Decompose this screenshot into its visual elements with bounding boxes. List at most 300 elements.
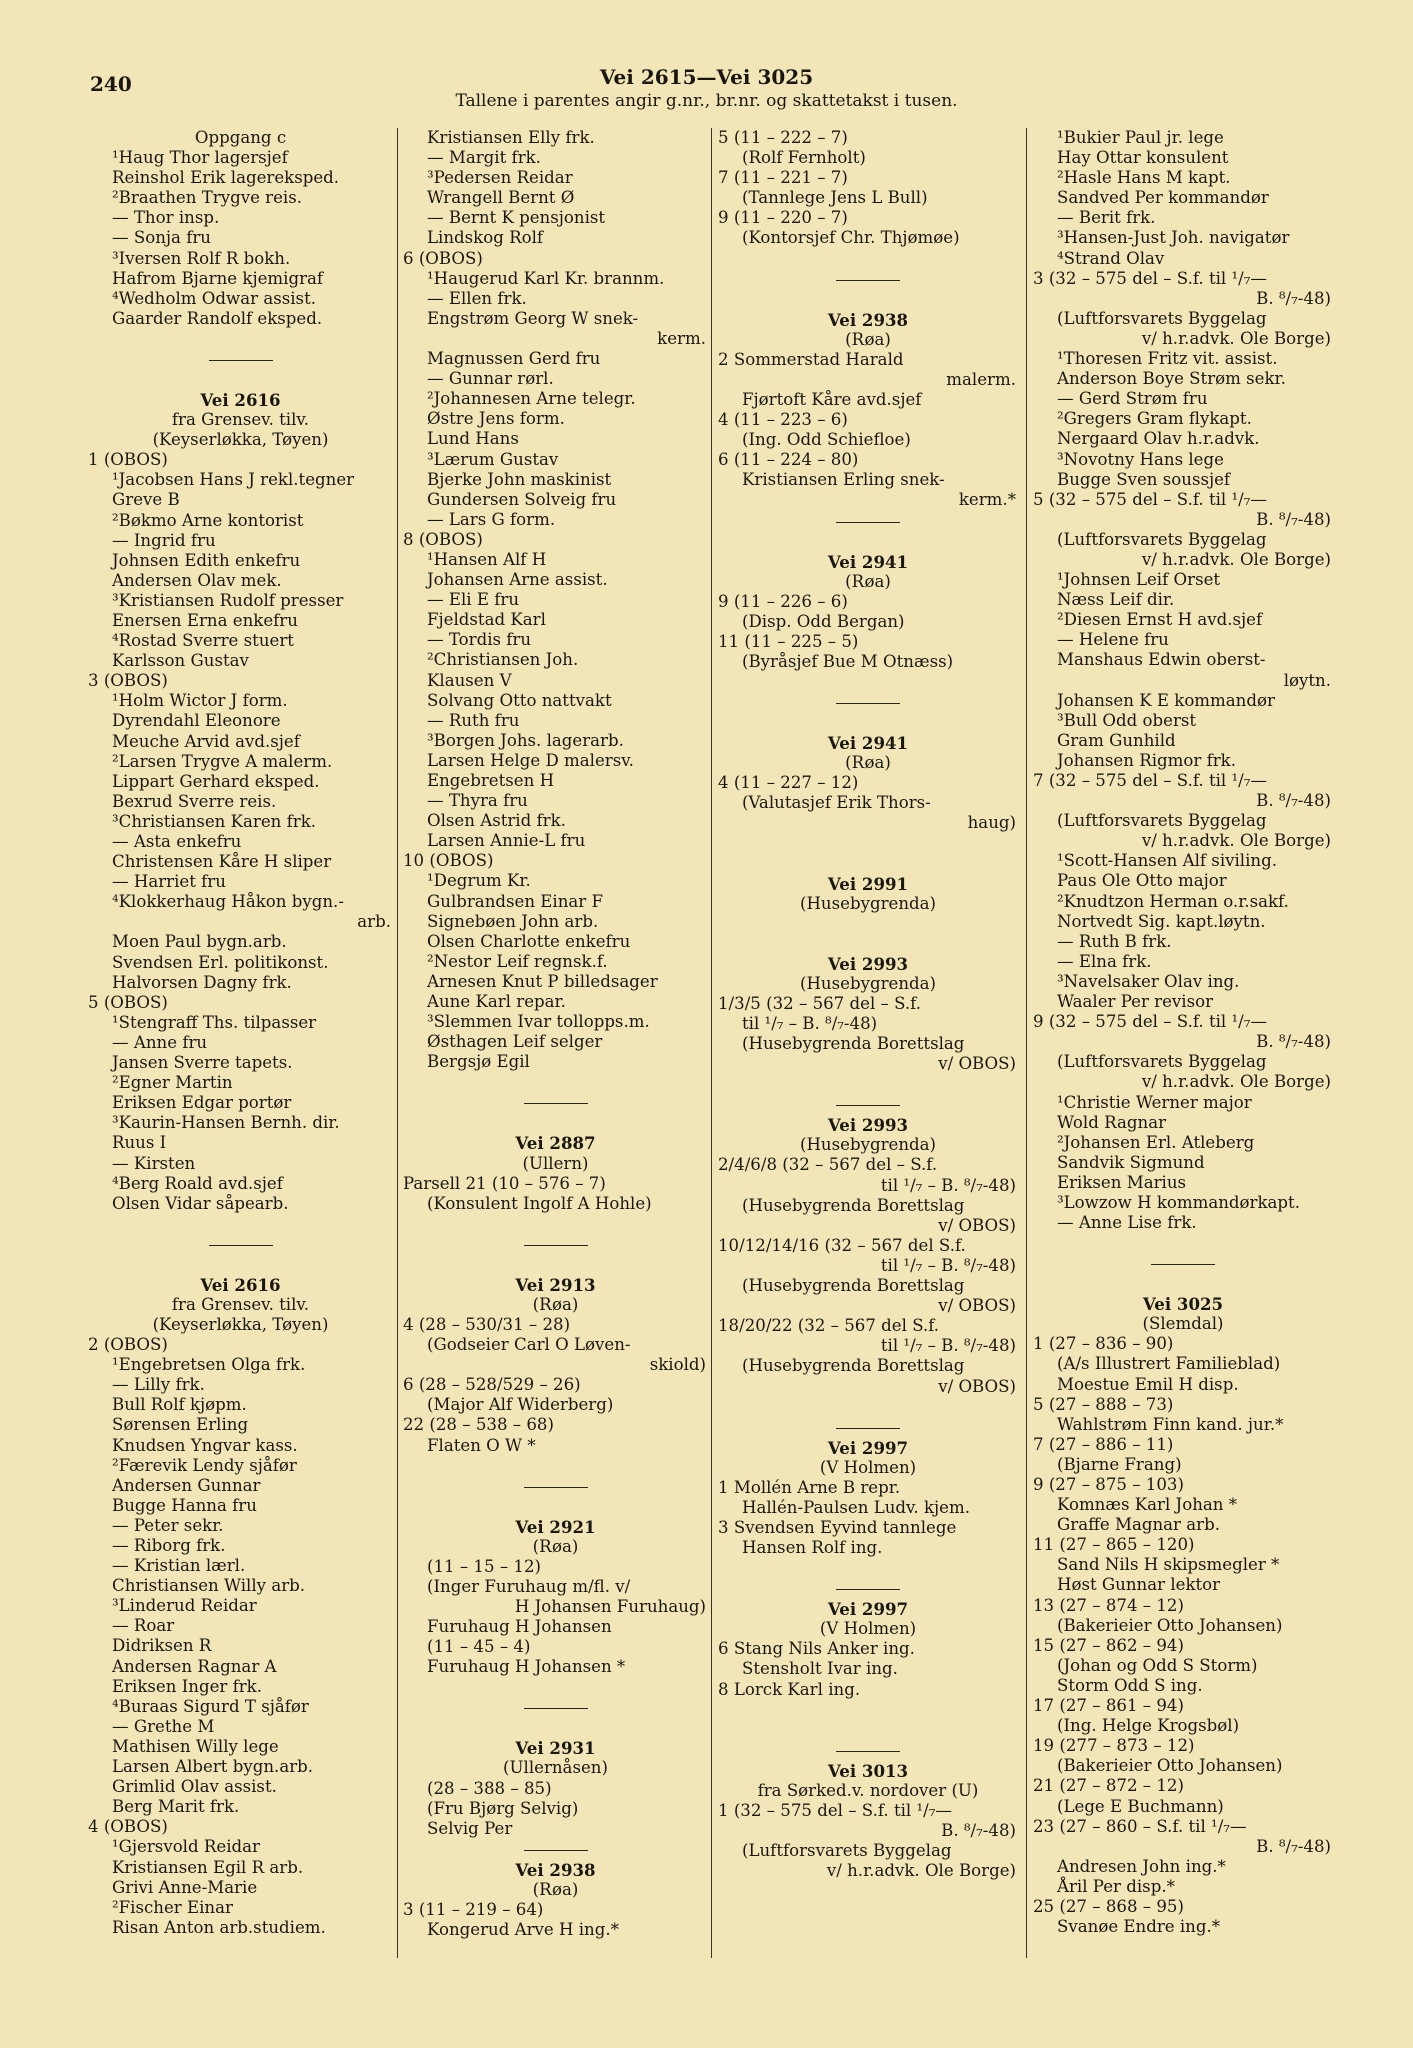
directory-line: Næss Leif dir.: [1057, 590, 1175, 610]
directory-line: ⁴Wedholm Odwar assist.: [112, 288, 317, 308]
directory-line: — Ruth fru: [427, 710, 520, 730]
directory-line: 3 (OBOS): [88, 671, 168, 691]
directory-line: (Husebygrenda Borettslag: [742, 1034, 965, 1054]
directory-line: 7 (11 – 221 – 7): [718, 168, 848, 188]
street-heading: Vei 2997: [827, 1437, 909, 1458]
directory-line: Nortvedt Sig. kapt.løytn.: [1057, 911, 1266, 931]
directory-line: v/ h.r.advk. Ole Borge): [1141, 549, 1331, 569]
directory-line: Bull Rolf kjøpm.: [112, 1395, 247, 1415]
directory-line: (A/s Illustrert Familieblad): [1057, 1354, 1281, 1374]
directory-line: haug): [967, 813, 1016, 833]
directory-line: ¹Thoresen Fritz vit. assist.: [1057, 349, 1278, 369]
directory-line: — Bernt K pensjonist: [427, 208, 606, 228]
directory-line: Bexrud Sverre reis.: [112, 791, 277, 811]
directory-line: 13 (27 – 874 – 12): [1033, 1595, 1184, 1615]
directory-line: ²Nestor Leif regnsk.f.: [427, 951, 608, 971]
directory-line: Wrangell Bernt Ø: [427, 188, 575, 208]
directory-line: Selvig Per: [427, 1818, 513, 1838]
directory-line: Ruus I: [112, 1133, 167, 1153]
directory-line: Flaten O W *: [427, 1435, 536, 1455]
street-heading: Vei 2993: [827, 1115, 909, 1136]
directory-line: til ¹/₇ – B. ⁸/₇-48): [880, 1175, 1016, 1195]
directory-line: (Husebygrenda Borettslag: [742, 1195, 965, 1215]
directory-line: — Peter sekr.: [112, 1515, 224, 1535]
directory-line: — Harriet fru: [112, 872, 226, 892]
directory-line: 9 (11 – 226 – 6): [718, 591, 848, 611]
directory-line: Lindskog Rolf: [427, 228, 544, 248]
spacer: [718, 1558, 1018, 1578]
directory-line: (Røa): [532, 1879, 579, 1899]
directory-line: Solvang Otto nattvakt: [427, 690, 612, 710]
directory-line: fra Grensev. tilv.: [171, 410, 310, 430]
directory-line: 18/20/22 (32 – 567 del S.f.: [718, 1316, 940, 1336]
directory-line: Larsen Helge D malersv.: [427, 750, 634, 770]
directory-line: — Margit frk.: [427, 148, 541, 168]
street-heading: Vei 2941: [827, 733, 909, 754]
directory-line: (Byråsjef Bue M Otnæss): [742, 651, 954, 671]
directory-line: Fjeldstad Karl: [427, 610, 546, 630]
directory-line: v/ OBOS): [938, 1215, 1016, 1235]
directory-line: Signebøen John arb.: [427, 911, 599, 931]
directory-line: (Keyserløkka, Tøyen): [152, 430, 329, 450]
directory-line: v/ OBOS): [938, 1376, 1016, 1396]
directory-line: Magnussen Gerd fru: [427, 349, 601, 369]
directory-line: Parsell 21 (10 – 576 – 7): [403, 1173, 606, 1193]
directory-line: kerm.*: [958, 490, 1016, 510]
page-title: Vei 2615—Vei 3025: [599, 65, 814, 89]
directory-line: (Husebygrenda Borettslag: [742, 1276, 965, 1296]
directory-line: Svanøe Endre ing.*: [1057, 1917, 1221, 1937]
spacer: [718, 854, 1018, 874]
directory-line: Nergaard Olav h.r.advk.: [1057, 429, 1260, 449]
directory-line: Christiansen Willy arb.: [112, 1576, 306, 1596]
spacer: [718, 1700, 1018, 1720]
directory-line: (Luftforsvarets Byggelag: [1057, 1052, 1267, 1072]
directory-line: til ¹/₇ – B. ⁸/₇-48): [742, 1014, 878, 1033]
directory-line: B. ⁸/₇-48): [1256, 791, 1331, 811]
directory-line: Lund Hans: [427, 429, 519, 449]
directory-line: Jansen Sverre tapets.: [112, 1053, 293, 1073]
directory-line: — Thyra fru: [427, 791, 528, 811]
directory-line: Gundersen Solveig fru: [427, 489, 617, 509]
directory-line: 5 (11 – 222 – 7): [718, 128, 848, 147]
spacer: [718, 713, 1018, 733]
directory-line: Svendsen Erl. politikonst.: [112, 952, 329, 972]
directory-line: ¹Johnsen Leif Orset: [1057, 570, 1221, 590]
directory-line: 22 (28 – 538 – 68): [403, 1415, 554, 1435]
directory-line: (Husebygrenda): [799, 1135, 936, 1155]
directory-line: Åril Per disp.*: [1057, 1876, 1175, 1896]
directory-line: ³Navelsaker Olav ing.: [1057, 971, 1240, 991]
directory-line: ¹Bukier Paul jr. lege: [1057, 128, 1224, 147]
directory-line: Sørensen Erling: [112, 1415, 249, 1435]
directory-line: til ¹/₇ – B. ⁸/₇-48): [880, 1255, 1016, 1275]
directory-line: (Tannlege Jens L Bull): [742, 188, 928, 208]
directory-line: B. ⁸/₇-48): [1256, 509, 1331, 529]
directory-line: B. ⁸/₇-48): [1256, 288, 1331, 308]
directory-line: — Elna frk.: [1057, 951, 1152, 971]
spacer: [718, 914, 1018, 934]
column-divider: [711, 128, 712, 1958]
directory-line: (Kontorsjef Chr. Thjømøe): [742, 228, 960, 248]
directory-line: til ¹/₇ – B. ⁸/₇-48): [880, 1336, 1016, 1356]
directory-line: 4 (OBOS): [88, 1817, 168, 1837]
directory-line: 7 (32 – 575 del – S.f. til ¹/₇—: [1033, 771, 1268, 790]
directory-line: ²Knudtzon Herman o.r.sakf.: [1057, 891, 1289, 911]
section-divider: [403, 1234, 708, 1255]
spacer: [403, 1113, 708, 1133]
directory-line: — Gunnar rørl.: [427, 369, 554, 389]
spacer: [718, 834, 1018, 854]
directory-line: ⁴Strand Olav: [1057, 248, 1165, 268]
directory-line: (Luftforsvarets Byggelag: [1057, 308, 1267, 328]
directory-line: 5 (OBOS): [88, 992, 168, 1012]
spacer: [718, 290, 1018, 310]
directory-line: ³Novotny Hans lege: [1057, 449, 1224, 469]
directory-line: 11 (11 – 225 – 5): [718, 631, 859, 651]
section-divider: [718, 269, 1018, 290]
directory-line: Furuhaug H Johansen: [427, 1617, 612, 1637]
directory-line: ²Larsen Trygve A malerm.: [112, 751, 333, 771]
directory-line: Sandvik Sigmund: [1057, 1152, 1205, 1172]
directory-line: v/ h.r.advk. Ole Borge): [1141, 831, 1331, 851]
directory-line: 1 (OBOS): [88, 450, 168, 470]
directory-line: Engstrøm Georg W snek-: [427, 308, 639, 328]
directory-line: ³Hansen-Just Joh. navigatør: [1057, 228, 1290, 248]
street-heading: Vei 2991: [827, 873, 909, 894]
directory-line: fra Sørked.v. nordover (U): [757, 1780, 979, 1800]
directory-line: Stensholt Ivar ing.: [742, 1659, 898, 1679]
directory-line: — Anne fru: [112, 1032, 208, 1052]
directory-line: (Husebygrenda Borettslag: [742, 1356, 965, 1376]
directory-line: Larsen Annie-L fru: [427, 831, 586, 851]
directory-line: ¹Gjersvold Reidar: [112, 1837, 260, 1857]
directory-line: Andersen Olav mek.: [112, 570, 282, 590]
directory-line: (Røa): [845, 571, 891, 591]
directory-line: Wold Ragnar: [1057, 1112, 1167, 1132]
column-divider: [397, 128, 398, 1958]
directory-line: — Berit frk.: [1057, 208, 1156, 228]
directory-line: Arnesen Knut P billedsager: [427, 971, 658, 991]
street-heading: Vei 3025: [1142, 1294, 1224, 1315]
spacer: [718, 532, 1018, 552]
street-heading: Vei 2616: [200, 389, 281, 410]
section-divider: [403, 1839, 708, 1860]
directory-line: Hallén-Paulsen Ludv. kjem.: [742, 1497, 971, 1517]
directory-line: B. ⁸/₇-48): [1256, 1836, 1331, 1856]
column-1: [88, 128, 393, 1938]
directory-line: Kristiansen Elly frk.: [427, 128, 595, 147]
directory-line: (V Holmen): [819, 1457, 917, 1477]
directory-line: løytn.: [1283, 670, 1331, 690]
directory-line: ¹Hansen Alf H: [427, 549, 547, 569]
directory-line: Lippart Gerhard eksped.: [112, 771, 320, 791]
directory-line: Olsen Charlotte enkefru: [427, 931, 631, 951]
directory-line: 7 (27 – 886 – 11): [1033, 1434, 1174, 1454]
directory-line: 5 (32 – 575 del – S.f. til ¹/₇—: [1033, 489, 1268, 509]
directory-line: 1/3/5 (32 – 567 del – S.f.: [718, 993, 921, 1013]
directory-line: (Major Alf Widerberg): [427, 1395, 614, 1415]
directory-line: (Røa): [532, 1294, 579, 1314]
directory-line: Olsen Vidar såpearb.: [112, 1193, 289, 1213]
directory-line: ⁴Klokkerhaug Håkon bygn.-: [112, 892, 344, 912]
directory-line: (Konsulent Ingolf A Hohle): [427, 1193, 652, 1213]
directory-line: Grivi Anne-Marie: [112, 1877, 258, 1897]
directory-line: 15 (27 – 862 – 94): [1033, 1635, 1184, 1655]
directory-line: Aune Karl repar.: [427, 992, 566, 1012]
directory-line: Andresen John ing.*: [1057, 1856, 1226, 1876]
directory-line: — Helene fru: [1057, 630, 1169, 650]
directory-line: Bugge Sven soussjef: [1057, 469, 1231, 489]
directory-line: (Luftforsvarets Byggelag: [1057, 811, 1267, 831]
street-heading: Vei 2997: [827, 1599, 909, 1620]
directory-line: Kristiansen Erling snek-: [742, 470, 945, 490]
directory-line: 6 (11 – 224 – 80): [718, 450, 859, 470]
directory-line: (Slemdal): [1142, 1314, 1224, 1334]
directory-line: ¹Stengraff Ths. tilpasser: [112, 1012, 317, 1032]
directory-line: Reinshol Erik lagereksped.: [112, 168, 340, 188]
directory-line: arb.: [357, 912, 391, 932]
directory-line: Bugge Hanna fru: [112, 1495, 257, 1515]
page-number: 240: [90, 72, 132, 96]
directory-line: v/ OBOS): [938, 1296, 1016, 1316]
column-2: [403, 128, 708, 1940]
directory-line: (Bakerieier Otto Johansen): [1057, 1615, 1283, 1635]
directory-line: Hay Ottar konsulent: [1057, 148, 1229, 168]
directory-line: ⁴Buraas Sigurd T sjåfør: [112, 1696, 309, 1716]
directory-line: Johnsen Edith enkefru: [112, 550, 301, 570]
directory-line: ³Linderud Reidar: [112, 1596, 257, 1616]
directory-line: v/ h.r.advk. Ole Borge): [826, 1861, 1016, 1881]
directory-line: kerm.: [657, 328, 706, 348]
directory-line: ³Slemmen Ivar tollopps.m.: [427, 1012, 650, 1032]
directory-line: Halvorsen Dagny frk.: [112, 972, 292, 992]
directory-line: ¹Haug Thor lagersjef: [112, 148, 288, 168]
spacer: [403, 1072, 708, 1092]
spacer: [718, 1397, 1018, 1417]
directory-line: ²Egner Martin: [112, 1073, 233, 1093]
spacer: [718, 672, 1018, 692]
directory-line: Waaler Per revisor: [1057, 992, 1214, 1012]
directory-line: 3 (11 – 219 – 64): [403, 1900, 544, 1920]
directory-line: — Thor insp.: [112, 208, 220, 228]
directory-line: 11 (27 – 865 – 120): [1033, 1535, 1195, 1555]
directory-line: Enersen Erna enkefru: [112, 610, 298, 630]
directory-line: 10/12/14/16 (32 – 567 del S.f.: [718, 1235, 966, 1255]
section-divider: [718, 1417, 1018, 1438]
directory-line: ³Iversen Rolf R bokh.: [112, 248, 291, 268]
directory-line: 6 (OBOS): [403, 248, 483, 268]
directory-line: v/ h.r.advk. Ole Borge): [1141, 1072, 1331, 1092]
spacer: [88, 370, 393, 390]
directory-line: skiold): [649, 1355, 706, 1375]
directory-line: 10 (OBOS): [403, 851, 494, 871]
directory-line: Didriksen R: [112, 1636, 212, 1656]
directory-line: B. ⁸/₇-48): [1256, 1032, 1331, 1052]
directory-line: Anderson Boye Strøm sekr.: [1057, 369, 1286, 389]
street-heading: Vei 3013: [827, 1760, 909, 1781]
directory-line: 2 Sommerstad Harald: [718, 349, 904, 369]
spacer: [718, 934, 1018, 954]
directory-line: Hansen Rolf ing.: [742, 1538, 883, 1558]
directory-line: 2 (OBOS): [88, 1335, 168, 1355]
spacer: [88, 1255, 393, 1275]
directory-line: Eriksen Inger frk.: [112, 1676, 263, 1696]
section-divider: [403, 1092, 708, 1113]
directory-line: Fjørtoft Kåre avd.sjef: [742, 389, 922, 409]
page-subtitle: Tallene i parentes angir g.nr., br.nr. og skattetakst i tusen.: [455, 91, 958, 111]
directory-line: Gram Gunhild: [1057, 730, 1176, 750]
directory-line: ³Kaurin-Hansen Bernh. dir.: [112, 1113, 340, 1133]
directory-line: Bergsjø Egil: [427, 1052, 530, 1072]
directory-line: 8 (OBOS): [403, 529, 483, 549]
directory-line: — Roar: [112, 1616, 175, 1636]
directory-line: (Keyserløkka, Tøyen): [152, 1314, 329, 1334]
spacer: [1033, 1233, 1333, 1253]
directory-line: (Ullernåsen): [503, 1758, 608, 1778]
directory-line: 9 (32 – 575 del – S.f. til ¹/₇—: [1033, 1012, 1268, 1032]
directory-line: (Røa): [845, 329, 891, 349]
directory-line: 2/4/6/8 (32 – 567 del – S.f.: [718, 1155, 938, 1175]
section-divider: [403, 1697, 708, 1718]
directory-line: Moen Paul bygn.arb.: [112, 932, 287, 952]
directory-line: ²Færevik Lendy sjåfør: [112, 1455, 297, 1475]
street-heading: Vei 2913: [515, 1274, 596, 1295]
directory-line: 25 (27 – 868 – 95): [1033, 1896, 1184, 1916]
directory-line: (Bjarne Frang): [1057, 1454, 1182, 1474]
directory-line: 1 Mollén Arne B repr.: [718, 1477, 901, 1497]
spacer: [718, 249, 1018, 269]
directory-line: 5 (27 – 888 – 73): [1033, 1394, 1174, 1414]
spacer: [88, 1214, 393, 1234]
directory-line: — Grethe M: [112, 1716, 215, 1736]
spacer: [403, 1214, 708, 1234]
directory-line: ³Lærum Gustav: [427, 449, 559, 469]
directory-line: ³Borgen Johs. lagerarb.: [427, 730, 624, 750]
spacer: [403, 1677, 708, 1697]
directory-line: Furuhaug H Johansen *: [427, 1657, 626, 1677]
directory-line: 23 (27 – 860 – S.f. til ¹/₇—: [1033, 1816, 1247, 1836]
directory-line: Gaarder Randolf eksped.: [112, 308, 323, 328]
directory-line: 1 (27 – 836 – 90): [1033, 1334, 1174, 1354]
directory-line: (Disp. Odd Bergan): [742, 611, 905, 631]
directory-line: 17 (27 – 861 – 94): [1033, 1696, 1184, 1716]
directory-line: ¹Holm Wictor J form.: [112, 691, 288, 711]
directory-line: Johansen K E kommandør: [1057, 690, 1275, 710]
directory-line: (Ing. Helge Krogsbøl): [1057, 1716, 1240, 1736]
directory-line: — Ingrid fru: [112, 530, 216, 550]
directory-line: B. ⁸/₇-48): [941, 1820, 1016, 1840]
directory-line: ¹Scott-Hansen Alf siviling.: [1057, 851, 1278, 871]
spacer: [88, 329, 393, 349]
directory-line: — Ellen frk.: [427, 288, 527, 308]
street-heading: Vei 2921: [515, 1516, 596, 1537]
directory-line: Grimlid Olav assist.: [112, 1777, 277, 1797]
section-divider: [88, 349, 393, 370]
directory-line: 8 Lorck Karl ing.: [718, 1679, 861, 1699]
directory-line: fra Grensev. tilv.: [171, 1294, 310, 1314]
directory-line: ³Lowzow H kommandørkapt.: [1057, 1192, 1300, 1212]
directory-line: ¹Engebretsen Olga frk.: [112, 1355, 306, 1375]
directory-line: (V Holmen): [819, 1619, 917, 1639]
directory-line: Eriksen Edgar portør: [112, 1093, 292, 1113]
directory-line: 9 (27 – 875 – 103): [1033, 1475, 1184, 1494]
directory-line: Paus Ole Otto major: [1057, 871, 1227, 891]
street-heading: Vei 2887: [515, 1133, 596, 1154]
directory-line: (Godseier Carl O Løven-: [427, 1335, 631, 1355]
section-divider: [718, 1740, 1018, 1761]
directory-line: ³Christiansen Karen frk.: [112, 811, 317, 831]
directory-line: (Bakerieier Otto Johansen): [1057, 1756, 1283, 1776]
column-4: [1033, 128, 1333, 1937]
directory-line: v/ h.r.advk. Ole Borge): [1141, 328, 1331, 348]
directory-line: (11 – 15 – 12): [427, 1556, 541, 1576]
directory-line: Kristiansen Egil R arb.: [112, 1857, 304, 1877]
street-heading: Vei 2938: [515, 1859, 596, 1880]
directory-line: 4 (11 – 227 – 12): [718, 773, 859, 793]
directory-line: — Asta enkefru: [112, 832, 242, 851]
directory-line: v/ OBOS): [938, 1054, 1016, 1074]
column-3: [718, 128, 1018, 1881]
section-divider: [718, 1094, 1018, 1115]
directory-line: Christensen Kåre H sliper: [112, 852, 332, 872]
directory-line: (Lege E Buchmann): [1057, 1796, 1224, 1816]
directory-line: Storm Odd S ing.: [1057, 1675, 1203, 1695]
directory-line: ³Kristiansen Rudolf presser: [112, 590, 344, 610]
section-divider: [403, 1476, 708, 1497]
spacer: [718, 1074, 1018, 1094]
directory-line: Johansen Rigmor frk.: [1057, 750, 1236, 770]
directory-line: Klausen V: [427, 670, 512, 690]
directory-line: (Ullern): [522, 1153, 589, 1173]
directory-line: 3 (32 – 575 del – S.f. til ¹/₇—: [1033, 268, 1268, 288]
directory-line: (Johan og Odd S Storm): [1057, 1655, 1258, 1675]
directory-line: — Sonja fru: [112, 228, 211, 248]
directory-line: Greve B: [112, 490, 180, 510]
street-heading: Vei 2993: [827, 953, 909, 974]
directory-line: 9 (11 – 220 – 7): [718, 208, 848, 228]
street-heading: Vei 2941: [827, 551, 909, 572]
directory-line: (Husebygrenda): [799, 893, 936, 913]
directory-line: Komnæs Karl Johan *: [1057, 1495, 1238, 1515]
directory-line: — Gerd Strøm fru: [1057, 389, 1208, 409]
directory-line: ²Braathen Trygve reis.: [112, 188, 303, 208]
section-divider: [718, 511, 1018, 532]
directory-line: ¹Jacobsen Hans J rekl.tegner: [112, 470, 355, 490]
directory-line: (28 – 388 – 85): [427, 1778, 552, 1798]
directory-line: ²Johansen Erl. Atleberg: [1057, 1132, 1255, 1152]
directory-line: ³Pedersen Reidar: [427, 168, 573, 188]
directory-line: 21 (27 – 872 – 12): [1033, 1776, 1184, 1796]
directory-line: ²Johannesen Arne telegr.: [427, 389, 636, 409]
directory-line: ³Bull Odd oberst: [1057, 710, 1197, 730]
directory-line: Eriksen Marius: [1057, 1172, 1187, 1192]
column-divider: [1026, 128, 1027, 1958]
directory-line: 4 (11 – 223 – 6): [718, 410, 848, 430]
spacer: [403, 1255, 708, 1275]
directory-line: 1 (32 – 575 del – S.f. til ¹/₇—: [718, 1800, 953, 1820]
directory-line: 4 (28 – 530/31 – 28): [403, 1314, 571, 1334]
directory-line: ⁴Berg Roald avd.sjef: [112, 1173, 283, 1193]
directory-line: Olsen Astrid frk.: [427, 811, 566, 831]
street-heading: Vei 2616: [200, 1274, 281, 1295]
directory-line: 6 (28 – 528/529 – 26): [403, 1375, 581, 1395]
directory-line: — Tordis fru: [427, 630, 532, 650]
directory-line: Risan Anton arb.studiem.: [112, 1917, 326, 1937]
directory-line: Østhagen Leif selger: [427, 1032, 603, 1052]
spacer: [403, 1718, 708, 1738]
directory-line: ¹Christie Werner major: [1057, 1092, 1252, 1112]
